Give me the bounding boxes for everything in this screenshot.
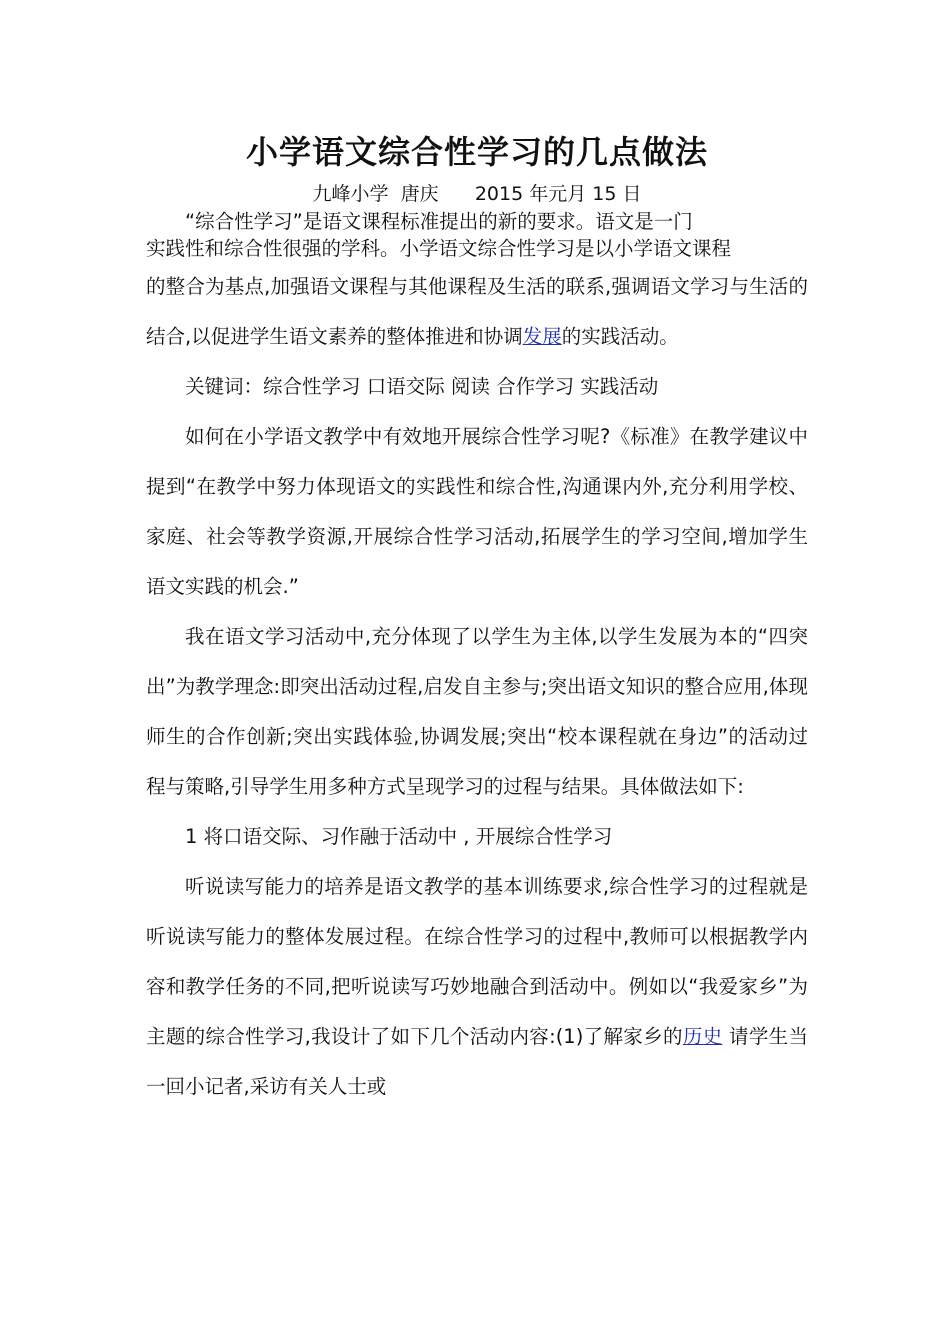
intro-rest bbox=[146, 262, 808, 362]
section-1-paragraph bbox=[146, 862, 808, 1112]
intro-paragraph bbox=[146, 208, 808, 362]
intro-text-before-link: 的整合为基点,加强语文课程与其他课程及生活的联系,强调语文学习与生活的结合,以促进学生语文素养的整体推进和协调 bbox=[146, 275, 808, 348]
document-page bbox=[146, 126, 808, 1112]
keywords-line: 关键词：综合性学习 口语交际 阅读 合作学习 实践活动 bbox=[185, 375, 659, 398]
section-1-text-after-link: 请学生当一回小记者,采访有关人士或 bbox=[146, 1025, 809, 1098]
intro-line-1: “综合性学习”是语文课程标准提出的新的要求。语文是一门 bbox=[185, 210, 693, 233]
document-byline: 九峰小学 唐庆 2015 年元月 15 日 bbox=[312, 183, 642, 205]
document-title: 小学语文综合性学习的几点做法 bbox=[245, 133, 708, 171]
section-1-heading: 1 将口语交际、习作融于活动中 , 开展综合性学习 bbox=[185, 825, 613, 848]
intro-line-2: 实践性和综合性很强的学科。小学语文综合性学习是以小学语文课程 bbox=[146, 237, 732, 260]
paragraph-standard: 如何在小学语文教学中有效地开展综合性学习呢?《标准》在教学建议中提到“在教学中努力体现语文的实践性和综合性,沟通课内外,充分利用学校、家庭、社会等教学资源,开展综合性学习活动,拓展学生的学习空间,增加学生语文实践的机会.” bbox=[146, 425, 808, 598]
paragraph-principles: 我在语文学习活动中,充分体现了以学生为主体,以学生发展为本的“四突出”为教学理念:即突出活动过程,启发自主参与;突出语文知识的整合应用,体现师生的合作创新;突出实践体验,协调发展;突出“校本课程就在身边”的活动过程与策略,引导学生用多种方式呈现学习的过程与结果。具体做法如下: bbox=[146, 625, 808, 798]
intro-text-after-link: 的实践活动。 bbox=[561, 325, 679, 348]
section-1-text-before-link: 听说读写能力的培养是语文教学的基本训练要求,综合性学习的过程就是听说读写能力的整体发展过程。在综合性学习的过程中,教师可以根据教学内容和教学任务的不同,把听说读写巧妙地融合到活动中。例如以“我爱家乡”为主题的综合性学习,我设计了如下几个活动内容:(1)了解家乡的 bbox=[146, 875, 808, 1048]
link-development[interactable]: 发展 bbox=[522, 325, 562, 348]
link-history[interactable]: 历史 bbox=[682, 1025, 723, 1048]
